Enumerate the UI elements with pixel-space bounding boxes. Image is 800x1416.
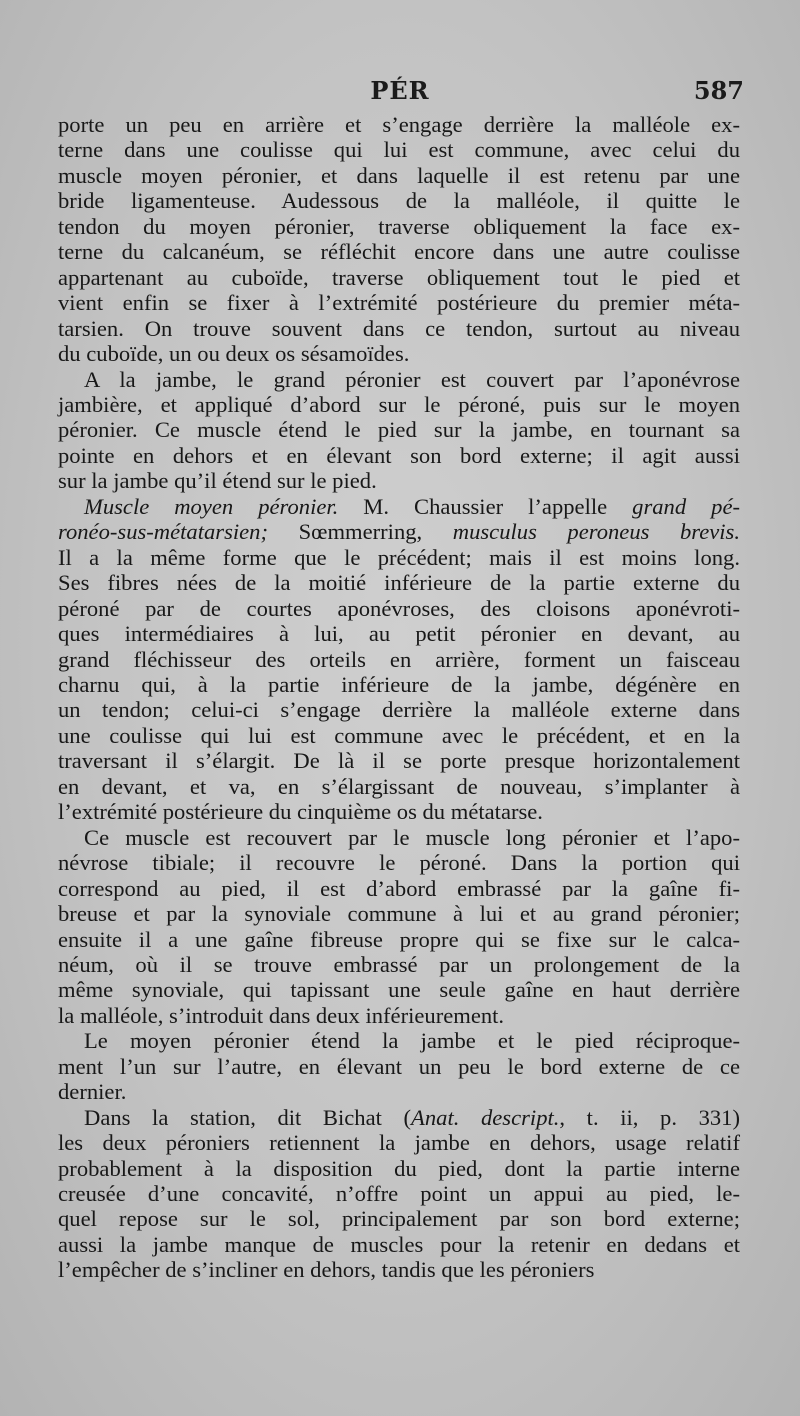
text-line <box>58 290 740 315</box>
body-text <box>58 112 740 1283</box>
text-line <box>58 545 740 570</box>
text-line <box>58 443 740 468</box>
text-segment: quel repose sur le sol, principalement par son bord externe; <box>58 1206 740 1232</box>
text-line <box>58 1156 740 1181</box>
text-line <box>58 265 740 290</box>
paragraph <box>58 1105 740 1283</box>
text-segment: une coulisse qui lui est commune avec le précédent, et en la <box>58 722 740 748</box>
text-line <box>58 774 740 799</box>
text-segment: névrose tibiale; il recouvre le péroné. Dans la portion qui <box>58 850 740 876</box>
text-segment: du cuboïde, un ou deux os sésamoïdes. <box>58 341 410 367</box>
text-line <box>58 1232 740 1257</box>
text-segment: la malléole, s’introduit dans deux inférieurement. <box>58 1002 505 1028</box>
text-segment: dernier. <box>58 1079 127 1105</box>
text-line <box>58 214 740 239</box>
text-line <box>58 927 740 952</box>
text-line <box>58 596 740 621</box>
text-line <box>58 799 740 824</box>
text-segment: sur la jambe qu’il étend sur le pied. <box>58 468 377 494</box>
text-line <box>58 519 740 544</box>
text-segment: terne du calcanéum, se réfléchit encore dans une autre coulisse <box>58 239 740 265</box>
text-segment: tarsien. On trouve souvent dans ce tendon, surtout au niveau <box>58 315 740 341</box>
text-segment: creusée d’une concavité, n’offre point un appui au pied, le- <box>58 1181 740 1207</box>
text-segment: en devant, et va, en s’élargissant de nouveau, s’implanter à <box>58 773 740 799</box>
text-segment: ensuite il a une gaîne fibreuse propre qui se fixe sur le calca- <box>58 926 740 952</box>
text-segment: aussi la jambe manque de muscles pour la retenir en dedans et <box>58 1231 740 1257</box>
text-segment: ques intermédiaires à lui, au petit péronier en devant, au <box>58 621 740 647</box>
text-line <box>58 137 740 162</box>
text-segment: charnu qui, à la partie inférieure de la jambe, dégénère en <box>58 671 740 697</box>
text-line <box>58 825 740 850</box>
text-line <box>58 341 740 366</box>
italic-text: Anat. descript. <box>411 1104 560 1130</box>
text-line <box>58 1181 740 1206</box>
italic-text: Muscle moyen péronier. <box>84 493 339 519</box>
text-line <box>58 1079 740 1104</box>
text-segment: M. Chaussier l’appelle <box>338 493 633 519</box>
text-line <box>58 748 740 773</box>
paragraph <box>58 367 740 494</box>
text-line <box>58 1054 740 1079</box>
text-segment: porte un peu en arrière et s’engage derrière la malléole ex- <box>58 112 740 137</box>
text-line <box>58 468 740 493</box>
text-line <box>58 1105 740 1130</box>
text-line <box>58 1257 740 1282</box>
paragraph <box>58 112 740 367</box>
text-segment: Ses fibres nées de la moitié inférieure de la partie externe du <box>58 570 740 596</box>
paragraph <box>58 1028 740 1104</box>
text-line <box>58 901 740 926</box>
text-line <box>58 1130 740 1155</box>
text-segment: A la jambe, le grand péronier est couvert par l’aponévrose <box>84 366 740 392</box>
text-segment: l’empêcher de s’incliner en dehors, tandis que les péroniers <box>58 1257 595 1283</box>
text-line <box>58 570 740 595</box>
text-segment: Le moyen péronier étend la jambe et le pied réciproque- <box>84 1028 740 1054</box>
text-line <box>58 647 740 672</box>
text-line <box>58 1206 740 1231</box>
text-line <box>58 697 740 722</box>
text-segment: correspond au pied, il est d’abord embrassé par la gaîne fi- <box>58 875 740 901</box>
text-line <box>58 723 740 748</box>
text-line <box>58 621 740 646</box>
text-line <box>58 316 740 341</box>
text-segment: pointe en dehors et en élevant son bord externe; il agit aussi <box>58 442 740 468</box>
text-segment: Dans la station, dit Bichat ( <box>84 1104 412 1130</box>
text-line <box>58 163 740 188</box>
text-line <box>58 494 740 519</box>
text-line <box>58 112 740 137</box>
text-line <box>58 1028 740 1053</box>
text-segment: probablement à la disposition du pied, dont la partie interne <box>58 1155 740 1181</box>
page-number: 587 <box>693 76 744 105</box>
italic-text: musculus peroneus brevis. <box>452 519 740 545</box>
text-segment: Il a la même forme que le précédent; mais il est moins long. <box>58 544 740 570</box>
text-segment: , t. ii, p. 331) <box>559 1104 740 1130</box>
text-segment: muscle moyen péronier, et dans laquelle il est retenu par une <box>58 162 740 188</box>
text-segment: ment l’un sur l’autre, en élevant un peu le bord externe de ce <box>58 1053 740 1079</box>
paragraph <box>58 494 740 825</box>
running-head: PÉR <box>370 76 430 105</box>
text-segment: même synoviale, qui tapissant une seule gaîne en haut derrière <box>58 977 740 1003</box>
text-segment: appartenant au cuboïde, traverse obliquement tout le pied et <box>58 264 740 290</box>
text-segment: péroné par de courtes aponévroses, des cloisons aponévroti- <box>58 595 740 621</box>
text-line <box>58 977 740 1002</box>
text-segment: néum, où il se trouve embrassé par un prolongement de la <box>58 951 740 977</box>
text-segment: Ce muscle est recouvert par le muscle long péronier et l’apo- <box>84 824 740 850</box>
text-line <box>58 239 740 264</box>
text-segment: un tendon; celui-ci s’engage derrière la malléole externe dans <box>58 697 740 723</box>
text-segment: terne dans une coulisse qui lui est commune, avec celui du <box>58 137 740 163</box>
text-line <box>58 188 740 213</box>
text-segment: vient enfin se fixer à l’extrémité postérieure du premier méta- <box>58 290 740 316</box>
text-segment: tendon du moyen péronier, traverse obliquement la face ex- <box>58 213 740 239</box>
page-header <box>60 76 744 110</box>
text-line <box>58 672 740 697</box>
text-line <box>58 417 740 442</box>
text-segment: Sœmmerring, <box>268 519 453 545</box>
text-line <box>58 876 740 901</box>
text-segment: l’extrémité postérieure du cinquième os du métatarse. <box>58 799 543 825</box>
text-line <box>58 952 740 977</box>
text-segment: breuse et par la synoviale commune à lui et au grand péronier; <box>58 901 740 927</box>
text-segment: les deux péroniers retiennent la jambe en dehors, usage relatif <box>58 1130 740 1156</box>
text-segment: péronier. Ce muscle étend le pied sur la jambe, en tournant sa <box>58 417 740 443</box>
text-segment: traversant il s’élargit. De là il se porte presque horizontalement <box>58 748 740 774</box>
italic-text: ronéo-sus-métatarsien; <box>58 519 269 545</box>
italic-text: grand pé- <box>632 493 740 519</box>
text-segment: bride ligamenteuse. Audessous de la malléole, il quitte le <box>58 188 740 214</box>
text-line <box>58 392 740 417</box>
text-segment: grand fléchisseur des orteils en arrière, forment un faisceau <box>58 646 740 672</box>
text-line <box>58 1003 740 1028</box>
text-segment: jambière, et appliqué d’abord sur le péroné, puis sur le moyen <box>58 391 740 417</box>
paragraph <box>58 825 740 1029</box>
text-line <box>58 850 740 875</box>
text-line <box>58 367 740 392</box>
